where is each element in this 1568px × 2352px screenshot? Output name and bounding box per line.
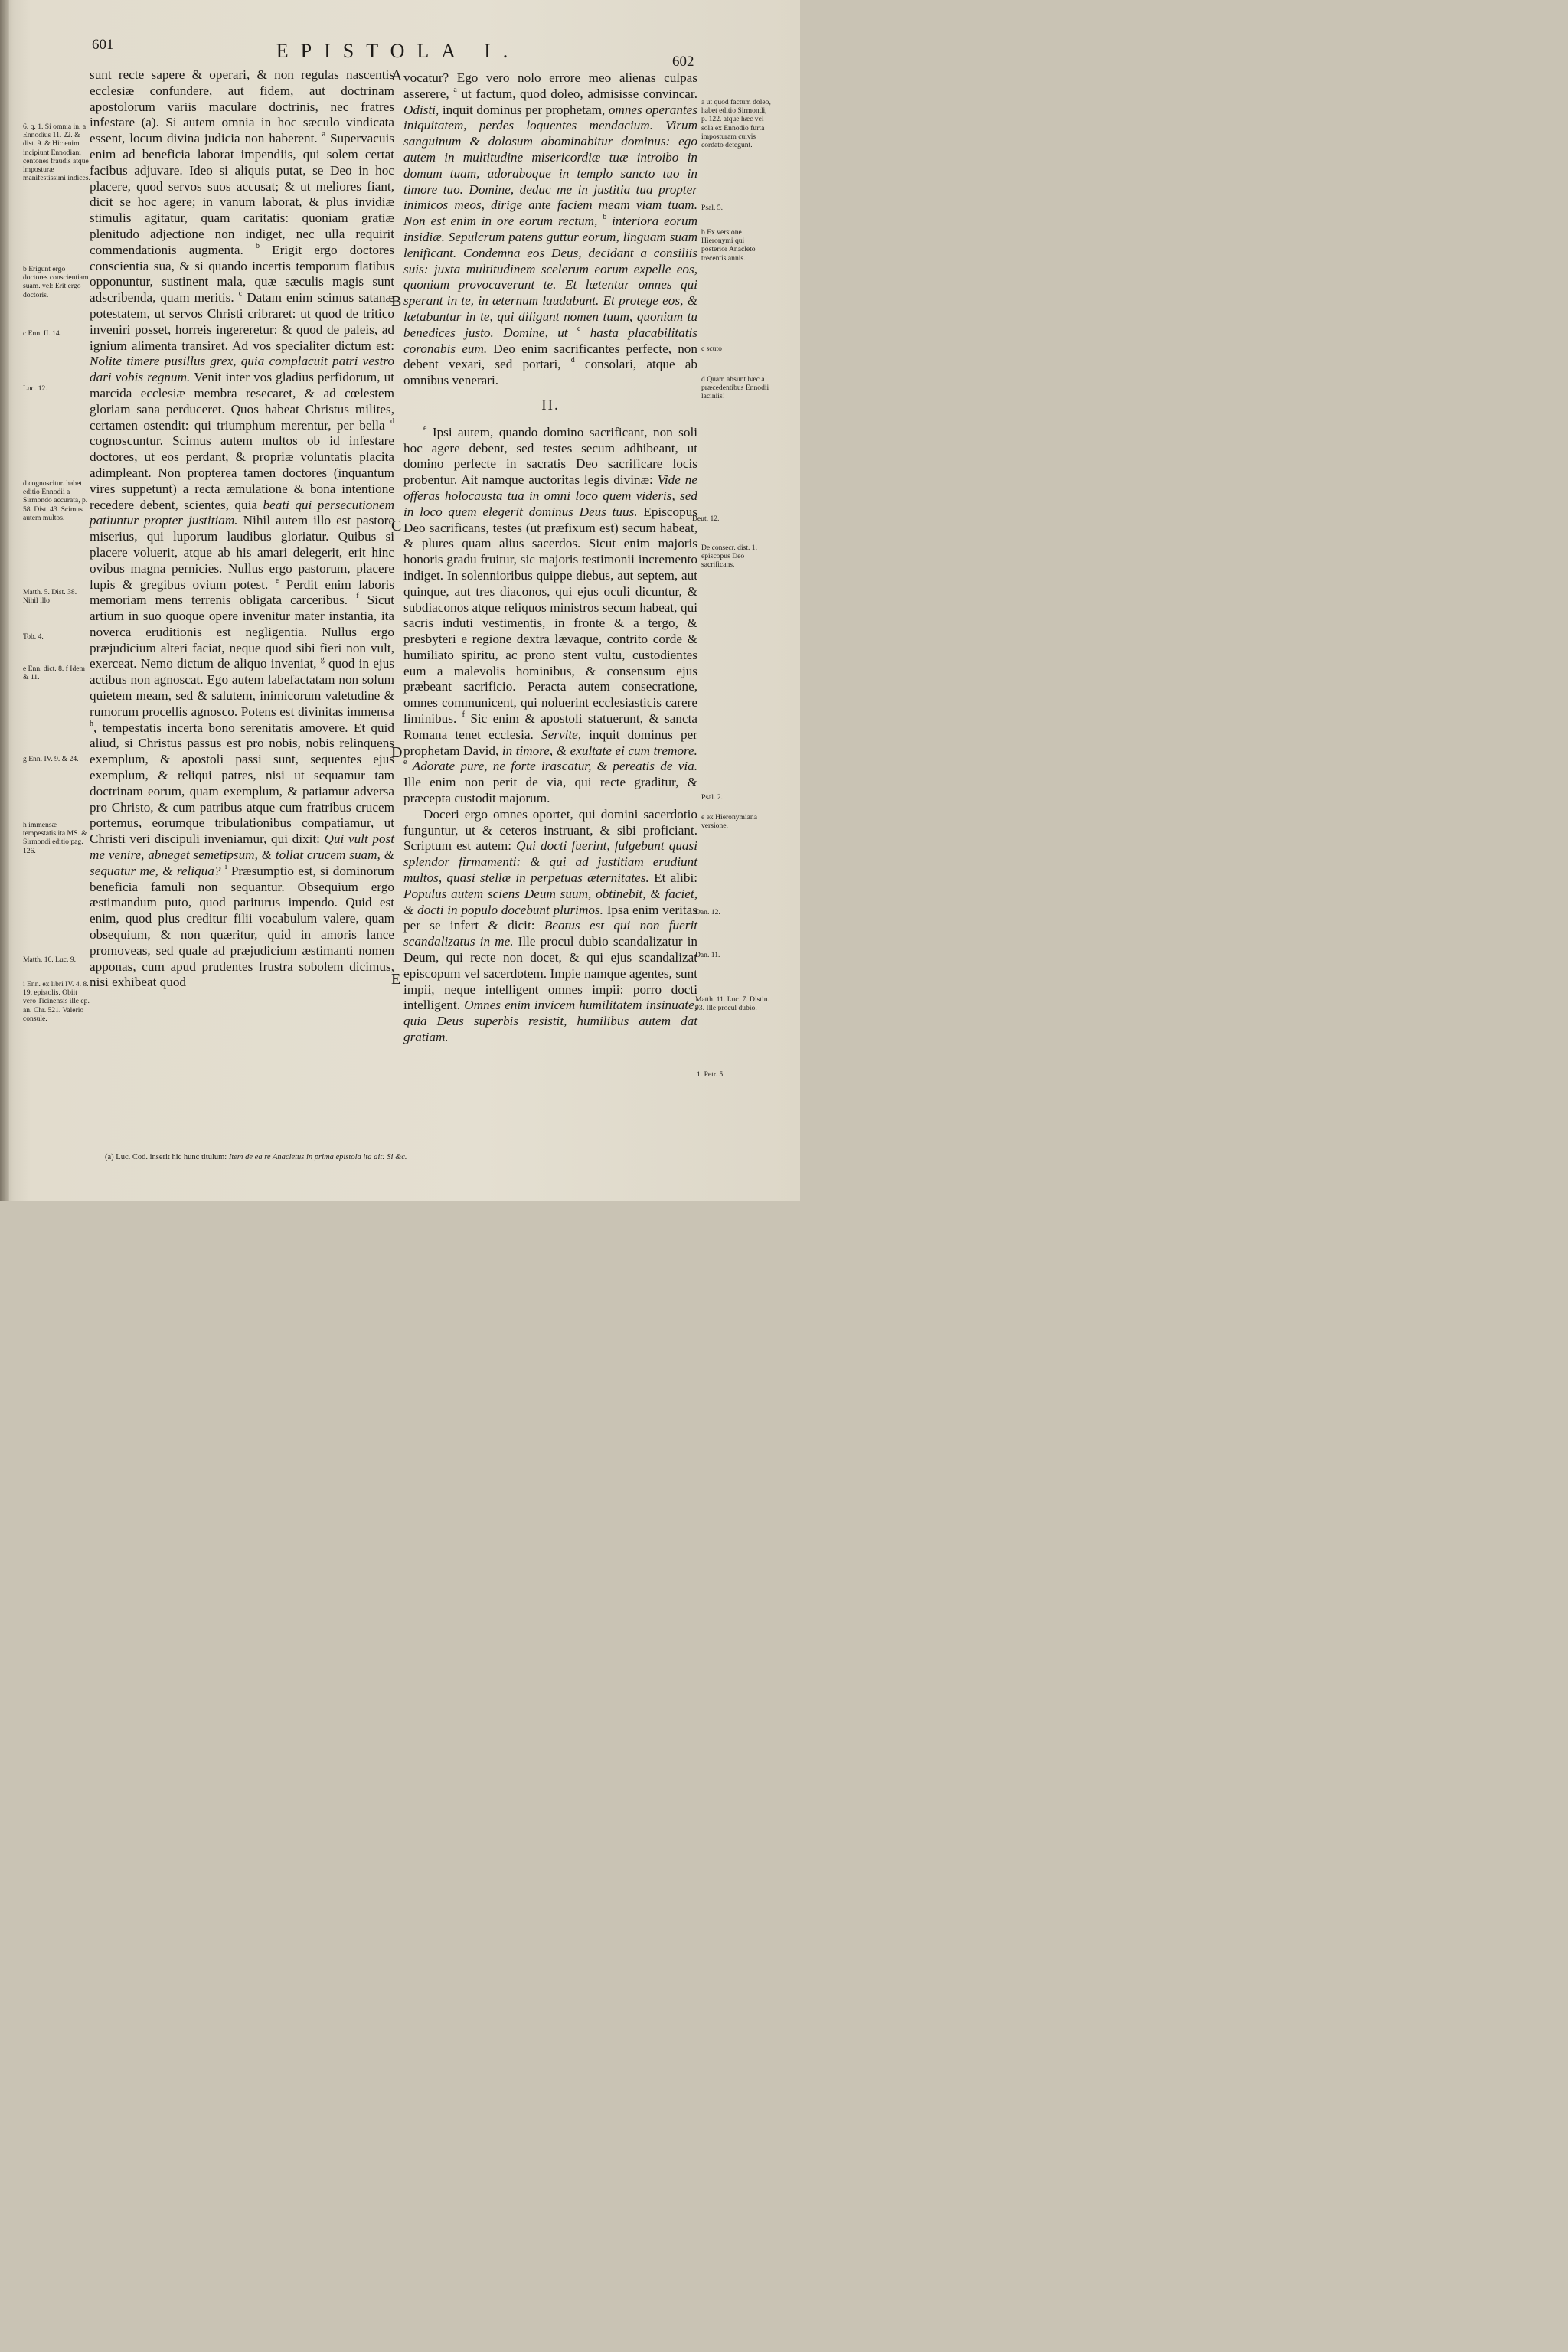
margin-note: 1. Petr. 5.	[697, 1070, 725, 1079]
margin-note: c Enn. II. 14.	[23, 329, 62, 338]
left-body-paragraph: sunt recte sapere & operari, & non regulas nascentis ecclesiæ confundere, aut fidem, aut doctrinam apostolorum variis maculare doctrinis, nec fratres infestare (a). Si autem omnia in hoc sæculo vindicata essent, locum divina judicia non haberent. $^a$ Supervacuis enim ad beneficia laborat impendiis, qui solem certat facibus adjuvare. Ideo si aliquis putat, se Deo in hoc placere, quod servos suos accusat; & ut meliores fiant, dicit se hoc agere; in vanum laborat, & plus invidiæ stimulis agitatur, quam caritatis: quoniam gratiæ plenitudo adjectione non indiget, nec ulla requirit commendationis augmenta. $^b$ Erigit ergo doctores conscientia sua, & si quando incertis temporum flatibus opponuntur, sustinent mala, quæ sæculis magis sunt adscribenda, quam meritis. $^c$ Datam enim scimus satanæ potestatem, ut servos Christi cribraret: ut quod de tritico inveniri posset, horreis ingereretur: & quod de paleis, ad ignium alimenta transiret. Ad vos specialiter dictum est: Nolite timere pusillus grex, quia complacuit patri vestro dari vobis regnum. Venit inter vos gladius perfidorum, ut marcida ecclesiæ membra resecaret, & ad cœlestem gloriam sana perduceret. Quos habeat Christus milites, certamen ostendit: qui triumphum merentur, per bella $^d$ cognoscuntur. Scimus autem multos ob id infestare doctores, ut eos perdant, & propriæ voluntatis placita adimpleant. Non propterea tamen doctores (inquantum vires suppetunt) a recta æmulatione & bona intentione recedere debent, scientes, quia beati qui persecutionem patiuntur propter justitiam. Nihil autem illo est pastore miserius, qui luporum laudibus gloriatur. Quibus si placere voluerit, atque ab his amari delegerit, erit hinc ovibus magna pernicies. Nullus ergo pastorum, placere lupis & gregibus ovium potest. $^e$ Perdit enim laboris memoriam mens terrenis obligata carceribus. $^f$ Sicut artium in suo quoque opere invenitur mater instantia, ita noverca eruditionis est negligentia. Nullus ergo præjudicium alteri faciat, neque quod sibi fieri non vult, exerceat. Nemo dictum de aliquo inveniat, $^g$ quod in ejus actibus non agnoscat. Ego autem labefactatam non solum quietem meam, sed & salutem, inimicorum valetudine & rumorum procellis agnosco. Potens est divinitas immensa $^h$, tempestatis incerta bono serenitatis amovere. Et quid aliud, si Christus passus est pro nobis, nobis relinquens exemplum, & apostoli passi sunt, sequentes ejus exemplum, & reliqui patres, nisi ut sequamur tam doctrinam eorum, quam exemplum, & patiamur adversa pro Christo, & cum patribus atque cum fratribus crucem portemus, eorumque tribulationibus compatiamur, ut Christi veri discipuli inveniamur, qui dixit: Qui vult post me venire, abneget semetipsum, & tollat crucem suam, & sequatur me, & reliqua? $^i$ Præsumptio est, si dominorum beneficia famuli non sequantur. Obsequium ergo æstimandum puto, quod pariturus impendo. Quid est enim, quod plus creditur filii vocabulum valere, quam obsequium, & non quæritur, quid in amoris lance promoveas, sed quale ad præjudicium æstimanti nomen apponas, cum apud prudentes frustra sobolem dicimus, nisi exhibeat quod	[90, 67, 395, 990]
margin-note: 6. q. 1. Si omnia in. a Ennodius 11. 22. & dist. 9. & Hic enim incipiunt Ennodiani centones fraudis atque imposturæ manifestissimi indices.	[23, 122, 90, 183]
left-page-number: 601	[92, 37, 114, 53]
margin-note: Luc. 12.	[23, 384, 47, 393]
margin-note: g Enn. IV. 9. & 24.	[23, 755, 79, 763]
section-heading: II.	[541, 397, 560, 413]
margin-note: d cognoscitur. habet editio Ennodii a Sirmondo accurata, p. 58. Dist. 43. Scimus autem multos.	[23, 479, 88, 522]
right-body-paragraph-3: Doceri ergo omnes oportet, qui domini sacerdotio funguntur, ut & ceteros instruant, & sibi proficiant. Scriptum est autem: Qui docti fuerint, fulgebunt quasi splendor firmamenti: & qui ad justitiam erudiunt multos, quasi stellæ in perpetuas æternitates. Et alibi: Populus autem sciens Deum suum, obtinebit, & faciet, & docti in populo docebunt plurimos. Ipsa enim veritas per se infert & dicit: Beatus est qui non fuerit scandalizatus in me. Ille procul dubio scandalizatur in Deum, qui recte non docet, & qui ejus scandalizat episcopum vel sacerdotem. Impie namque agentes, sunt impii, neque intelligent omnes impii: porro docti intelligent. Omnes enim invicem humilitatem insinuate, quia Deus superbis resistit, humilibus autem dat gratiam.	[403, 806, 697, 1045]
margin-note: Matth. 5. Dist. 38. Nihil illo	[23, 588, 77, 606]
margin-note: e Enn. dict. 8. f Idem & 11.	[23, 665, 85, 682]
margin-note: Tob. 4.	[23, 632, 44, 641]
margin-note: Psal. 5.	[701, 204, 723, 212]
margin-note: Psal. 2.	[701, 793, 723, 802]
page-title: EPISTOLA I.	[276, 40, 521, 62]
margin-note: e ex Hieronymiana versione.	[701, 813, 757, 831]
section-letter-b: B	[391, 293, 402, 310]
right-text-column	[403, 70, 697, 1046]
margin-note: h immensæ tempestatis ita MS. & Sirmondi editio pag. 126.	[23, 821, 87, 855]
section-letter-e: E	[391, 971, 401, 988]
margin-note: c scuto	[701, 345, 722, 353]
section-letter-a: A	[391, 67, 403, 84]
margin-note: b Erigunt ergo doctores conscientiam suam. vel: Erit ergo doctoris.	[23, 265, 89, 299]
margin-note: Deut. 12.	[692, 514, 720, 523]
margin-note: Dan. 11.	[695, 951, 720, 959]
margin-note: De consecr. dist. 1. episcopus Deo sacrificans.	[701, 544, 758, 570]
margin-note: d Quam absunt hæc a præcedentibus Ennodii laciniis!	[701, 375, 769, 401]
right-page-number: 602	[672, 54, 694, 70]
book-page	[0, 0, 800, 1200]
margin-note: i Enn. ex libri IV. 4. 8. 19. epistolis. Obiit vero Ticinensis ille ep. an. Chr. 521. Valerio consule.	[23, 980, 90, 1023]
margin-note: Matth. 11. Luc. 7. Distin. 93. Ille procul dubio.	[695, 995, 769, 1013]
book-spine	[0, 0, 9, 1200]
footnote: (a) Luc. Cod. inserit hic hunc titulum: Item de ea re Anacletus in prima epistola ita ait: Si &c.	[105, 1153, 407, 1161]
right-body-paragraph-1: vocatur? Ego vero nolo errore meo alienas culpas asserere, $^a$ ut factum, quod doleo, admisisse convincar. Odisti, inquit dominus per prophetam, omnes operantes iniquitatem, perdes loquentes mendacium. Virum sanguinum & dolosum abominabitur dominus: ego autem in multitudine misericordiæ tuæ introibo in domum tuam, adoraboque in templo sancto tuo in timore tuo. Domine, deduc me in justitia tua propter inimicos meos, dirige ante faciem meam viam tuam. Non est enim in ore eorum rectum, $^b$ interiora eorum insidiæ. Sepulcrum patens guttur eorum, linguam suam lenificant. Condemna eos Deus, decidant a consiliis suis: juxta multitudinem scelerum eorum expelle eos, quoniam provocaverunt te. Et lætentur omnes qui sperant in te, in æternum laudabunt. Et protege eos, & lætabuntur in te, qui diligunt nomen tuum, quoniam tu benedices justo. Domine, ut $^c$ hasta placabilitatis coronabis eum. Deo enim sacrificantes perfecte, non debent vexari, sed portari, $^d$ consolari, atque ab omnibus venerari.	[403, 70, 697, 388]
margin-note: Matth. 16. Luc. 9.	[23, 956, 77, 964]
right-body-paragraph-2: $^e$ Ipsi autem, quando domino sacrificant, non soli hoc agere debent, sed testes secum adhibeant, ut domino perfecte in sacratis Deo sacrificare locis probentur. Ait namque auctoritas legis divinæ: Vide ne offeras holocausta tua in omni loco quem videris, sed in loco quem elegerit dominus Deus tuus. Episcopus Deo sacrificans, testes (ut præfixum est) secum habeat, & plures quam alius sacerdos. Sicut enim majoris honoris gradu fruitur, sic majoris testimonii incremento indiget. In solennioribus quippe diebus, aut septem, aut quinque, aut tres diaconos, qui ejus oculi dicuntur, & subdiaconos atque reliquos ministros secum habeat, qui sacris induti vestimentis, in fronte & a tergo, & presbyteri e regione dextra lævaque, contrito corde & humiliato spiritu, ac prono stent vultu, custodientes eum a malevolis hominibus, & consensum ejus præbeant sacrificio. Peracta autem consecratione, omnes communicent, qui noluerint ecclesiasticis carere liminibus. $^f$ Sic enim & apostoli statuerunt, & sancta Romana tenet ecclesia. Servite, inquit dominus per prophetam David, in timore, & exultate ei cum tremore. $^e$ Adorate pure, ne forte irascatur, & pereatis de via. Ille enim non perit de via, qui recte graditur, & præcepta custodit majorum.	[403, 423, 698, 806]
left-text-column	[90, 67, 394, 991]
margin-note: b Ex versione Hieronymi qui posterior Anacleto trecentis annis.	[701, 228, 756, 263]
section-letter-d: D	[391, 744, 403, 761]
section-letter-c: C	[391, 518, 402, 534]
margin-note: Dan. 12.	[695, 908, 720, 916]
margin-note: a ut quod factum doleo, habet editio Sirmondi, p. 122. atque hæc vel sola ex Ennodio furta imposturam cuivis cordato detegunt.	[701, 98, 771, 150]
